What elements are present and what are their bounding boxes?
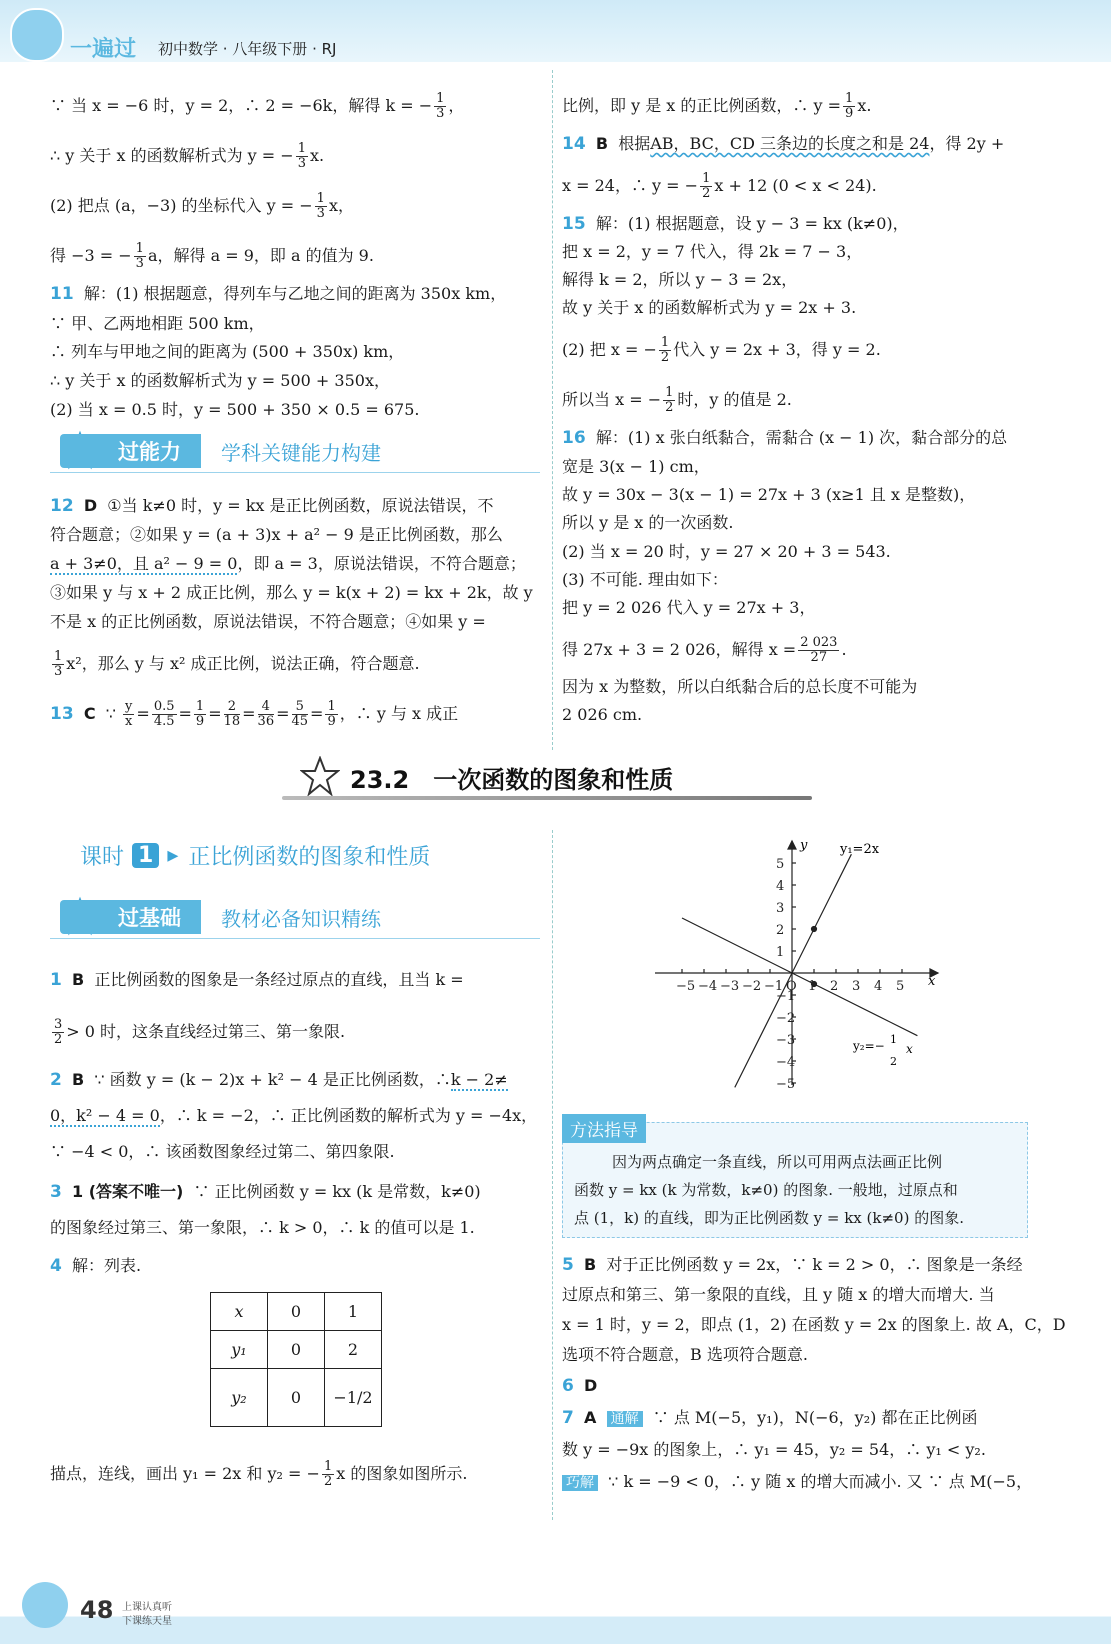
- q11-line-3: ∴ 列车与甲地之间的距离为 (500 + 350x) km，: [50, 342, 405, 361]
- method-title: 方法指导: [562, 1114, 646, 1143]
- q2-line-1: 2 B ∵ 函数 y = (k − 2)x + k² − 4 是正比例函数，∴k − 2≠: [50, 1070, 508, 1090]
- section-title: 23.2 一次函数的图象和性质: [350, 766, 674, 794]
- q12-line-3: a + 3≠0，且 a² − 9 = 0，即 a = 3，原说法错误，不符合题意；: [50, 554, 526, 573]
- column-divider-lower: [552, 830, 553, 1530]
- q2-line-2: 0，k² − 4 = 0，∴ k = −2，∴ 正比例函数的解析式为 y = −4x，: [50, 1106, 538, 1125]
- y-tick-label: 4: [776, 879, 785, 894]
- q7-line-1: 7 A 通解 ∵ 点 M(−5，y₁)，N(−6，y₂) 都在正比例函: [562, 1408, 978, 1428]
- q16-line-8: 得 27x + 3 = 2 026，解得 x = $\frac{2 023}{27}$ .: [562, 635, 847, 665]
- q11-line-4: ∴ y 关于 x 的函数解析式为 y = 500 + 350x，: [50, 371, 390, 390]
- q5-line-4: 选项不符合题意，B 选项符合题意.: [562, 1345, 808, 1364]
- q11-number: 11: [50, 284, 74, 304]
- banner-rule-2: [50, 938, 540, 939]
- q15-line-1: 15 解：(1) 根据题意，设 y − 3 = kx (k≠0)，: [562, 214, 909, 234]
- mascot-logo: [10, 8, 64, 62]
- y-tick-label: −3: [776, 1033, 796, 1048]
- q5-line-3: x = 1 时，y = 2，即点 (1，2) 在函数 y = 2x 的图象上. 故 A，C，D: [562, 1315, 1066, 1334]
- tag-clever-solution: 巧解: [562, 1475, 598, 1491]
- q14-line-1: 14 B 根据AB，BC，CD 三条边的长度之和是 24，得 2y +: [562, 134, 1005, 154]
- value-table: [210, 1292, 382, 1427]
- point-1-2: [812, 927, 817, 932]
- line2-label: y₂=−: [853, 1039, 885, 1053]
- q16-line-3: 故 y = 30x − 3(x − 1) = 27x + 3 (x≥1 且 x 是整数)，: [562, 485, 976, 504]
- q16-line-9: 因为 x 为整数，所以白纸黏合后的总长度不可能为: [562, 677, 918, 696]
- y-tick-label: 2: [776, 923, 785, 938]
- footer-slogan-2: 下课练天星: [122, 1616, 172, 1627]
- q5-line-1: 5 B 对于正比例函数 y = 2x，∵ k = 2 > 0，∴ 图象是一条经: [562, 1255, 1023, 1275]
- x-tick-label: −2: [742, 979, 762, 994]
- q12-line-6: $\frac{1}{3}$ x²，那么 y 与 x² 成正比例，说法正确，符合题意.: [54, 649, 420, 679]
- x-tick-label: −4: [698, 979, 718, 994]
- y-tick-label: −5: [776, 1077, 796, 1092]
- q15-line-6: 所以当 x = − $\frac{1}{2}$ 时，y 的值是 2.: [562, 385, 792, 415]
- table-cell: y₂: [211, 1369, 268, 1427]
- q11-line-2: ∵ 甲、乙两地相距 500 km，: [50, 314, 265, 333]
- y-tick-label: −1: [776, 989, 796, 1004]
- q1-line-2: $\frac{3}{2}$ > 0 时，这条直线经过第三、第一象限.: [54, 1017, 346, 1047]
- coordinate-graph: [650, 835, 950, 1095]
- q4-line-2: 描点，连线，画出 y₁ = 2x 和 y₂ = − $\frac{1}{2}$ x 的图象如图所示.: [50, 1459, 468, 1489]
- q11-line-1: 11 解：(1) 根据题意，得列车与乙地之间的距离为 350x km，: [50, 284, 507, 304]
- right-line-1: 比例，即 y 是 x 的正比例函数，∴ y = $\frac{1}{9}$ x.: [562, 91, 872, 121]
- left-line-2: ∴ y 关于 x 的函数解析式为 y = − $\frac{1}{3}$ x.: [50, 141, 325, 171]
- q15-line-4: 故 y 关于 x 的函数解析式为 y = 2x + 3.: [562, 298, 857, 317]
- q15-line-2: 把 x = 2，y = 7 代入，得 2k = 7 − 3，: [562, 242, 863, 261]
- tag-general-solution: 通解: [607, 1411, 643, 1427]
- q3-line-1: 3 1 (答案不唯一) ∵ 正比例函数 y = kx (k 是常数，k≠0): [50, 1182, 481, 1202]
- y-tick-label: 1: [776, 945, 785, 960]
- q12-line-5: 不是 x 的正比例函数，原说法错误，不符合题意；④如果 y =: [50, 612, 486, 631]
- q14-line-2: x = 24，∴ y = − $\frac{1}{2}$ x + 12 (0 < x < 24).: [562, 171, 877, 201]
- column-divider: [552, 70, 553, 750]
- x-tick-label: O: [786, 979, 797, 994]
- q16-line-5: (2) 当 x = 20 时，y = 27 × 20 + 3 = 543.: [562, 542, 891, 561]
- lesson-heading: 课时 1 ▸ 正比例函数的图象和性质: [80, 843, 431, 870]
- q15-line-3: 解得 k = 2，所以 y − 3 = 2x，: [562, 270, 798, 289]
- lesson-number-badge: 1: [132, 843, 159, 868]
- section-rule: [282, 796, 812, 800]
- q1-line-1: 1 B 正比例函数的图象是一条经过原点的直线，且当 k =: [50, 970, 464, 990]
- x-tick-label: 5: [896, 979, 905, 994]
- table-cell: 0: [268, 1331, 325, 1369]
- banner-rule: [50, 472, 540, 473]
- method-line-3: 点 (1，k) 的直线，即为正比例函数 y = kx (k≠0) 的图象.: [574, 1209, 964, 1227]
- q5-line-2: 过原点和第三、第一象限的直线，且 y 随 x 的增大而增大. 当: [562, 1285, 995, 1304]
- line2-tail: x: [906, 1042, 913, 1056]
- header-title: 初中数学 · 八年级下册 · RJ: [158, 40, 337, 58]
- x-axis-label: x: [928, 974, 936, 989]
- q16-line-10: 2 026 cm.: [562, 705, 643, 724]
- line-y1: [735, 854, 852, 1087]
- q3-line-2: 的图象经过第三、第一象限，∴ k > 0，∴ k 的值可以是 1.: [50, 1218, 475, 1237]
- left-line-4: 得 −3 = − $\frac{1}{3}$ a，解得 a = 9，即 a 的值为 9.: [50, 241, 374, 271]
- q16-line-4: 所以 y 是 x 的一次函数.: [562, 513, 734, 532]
- x-tick-label: −3: [720, 979, 740, 994]
- chevron-right-icon: ▸: [167, 843, 179, 868]
- table-cell: 0: [268, 1369, 325, 1427]
- left-line-3: (2) 把点 (a，−3) 的坐标代入 y = − $\frac{1}{3}$ x，: [50, 191, 354, 221]
- q16-line-1: 16 解：(1) x 张白纸黏合，需黏合 (x − 1) 次，黏合部分的总: [562, 428, 1008, 448]
- section-star-icon: [300, 756, 340, 796]
- q13-line: 13 C ∵ $\frac{y}{x}$ = $\frac{0.5}{4.5}$ = $\frac{1}{9}$ = $\frac{2}{18}$ = $\frac{4}{36}$ = $\frac{5}{45}$ = $\frac{1}{9}$ ，∴ y 与 x 成正: [50, 699, 459, 729]
- table-cell: −1/2: [325, 1369, 382, 1427]
- banner-ability: 过能力 学科关键能力构建: [60, 434, 381, 468]
- table-cell: x: [211, 1293, 268, 1331]
- table-cell: 2: [325, 1331, 382, 1369]
- footer-slogan-1: 上课认真听: [122, 1602, 172, 1613]
- x-tick-label: 3: [852, 979, 861, 994]
- left-line-1: ∵ 当 x = −6 时，y = 2，∴ 2 = −6k，解得 k = − $\frac{1}{3}$ ，: [50, 91, 465, 121]
- x-tick-label: 1: [808, 979, 817, 994]
- table-cell: y₁: [211, 1331, 268, 1369]
- q2-line-3: ∵ −4 < 0，∴ 该函数图象经过第二、第四象限.: [50, 1142, 395, 1161]
- header-brand: 一遍过: [70, 37, 137, 62]
- table-cell: 0: [268, 1293, 325, 1331]
- q6-line: 6 D: [562, 1376, 598, 1396]
- q4-line-1: 4 解：列表.: [50, 1256, 142, 1276]
- q7-line-3: 巧解 ∵ k = −9 < 0，∴ y 随 x 的增大而减小. 又 ∵ 点 M(−5，: [562, 1472, 1032, 1493]
- table-cell: 1: [325, 1293, 382, 1331]
- q12-line-2: 符合题意；②如果 y = (a + 3)x + a² − 9 是正比例函数，那么: [50, 525, 503, 544]
- method-line-1: 因为两点确定一条直线，所以可用两点法画正比例: [612, 1153, 943, 1171]
- x-tick-label: 2: [830, 979, 839, 994]
- footer-mascot: [22, 1582, 68, 1628]
- y-tick-label: 3: [776, 901, 785, 916]
- q12-line-1: 12 D ①当 k≠0 时，y = kx 是正比例函数，原说法错误，不: [50, 496, 494, 516]
- q16-line-2: 宽是 3(x − 1) cm，: [562, 457, 710, 476]
- y-tick-label: −4: [776, 1055, 796, 1070]
- line2-frac-n: 1: [890, 1033, 897, 1046]
- line-y2: [682, 918, 917, 1036]
- q16-line-6: (3) 不可能. 理由如下：: [562, 570, 728, 589]
- y-axis-arrow: [788, 841, 796, 849]
- line2-frac-d: 2: [890, 1055, 897, 1068]
- method-line-2: 函数 y = kx (k 为常数，k≠0) 的图象. 一般地，过原点和: [574, 1181, 958, 1199]
- y-tick-label: −2: [776, 1011, 796, 1026]
- page-number: 48: [80, 1596, 114, 1624]
- q16-line-7: 把 y = 2 026 代入 y = 27x + 3，: [562, 598, 816, 617]
- q12-line-4: ③如果 y 与 x + 2 成正比例，那么 y = k(x + 2) = kx + 2k，故 y: [50, 583, 533, 602]
- x-tick-label: −5: [676, 979, 696, 994]
- x-tick-label: 4: [874, 979, 883, 994]
- x-tick-label: −1: [764, 979, 784, 994]
- line1-label: y₁=2x: [840, 842, 880, 857]
- banner-basics: 过基础 教材必备知识精练: [60, 900, 381, 934]
- y-tick-label: 5: [776, 857, 785, 872]
- q11-line-5: (2) 当 x = 0.5 时，y = 500 + 350 × 0.5 = 675.: [50, 400, 420, 419]
- q15-line-5: (2) 把 x = − $\frac{1}{2}$ 代入 y = 2x + 3，得 y = 2.: [562, 335, 881, 365]
- y-axis-label: y: [800, 838, 808, 853]
- q7-line-2: 数 y = −9x 的图象上，∴ y₁ = 45，y₂ = 54，∴ y₁ < y₂.: [562, 1440, 986, 1459]
